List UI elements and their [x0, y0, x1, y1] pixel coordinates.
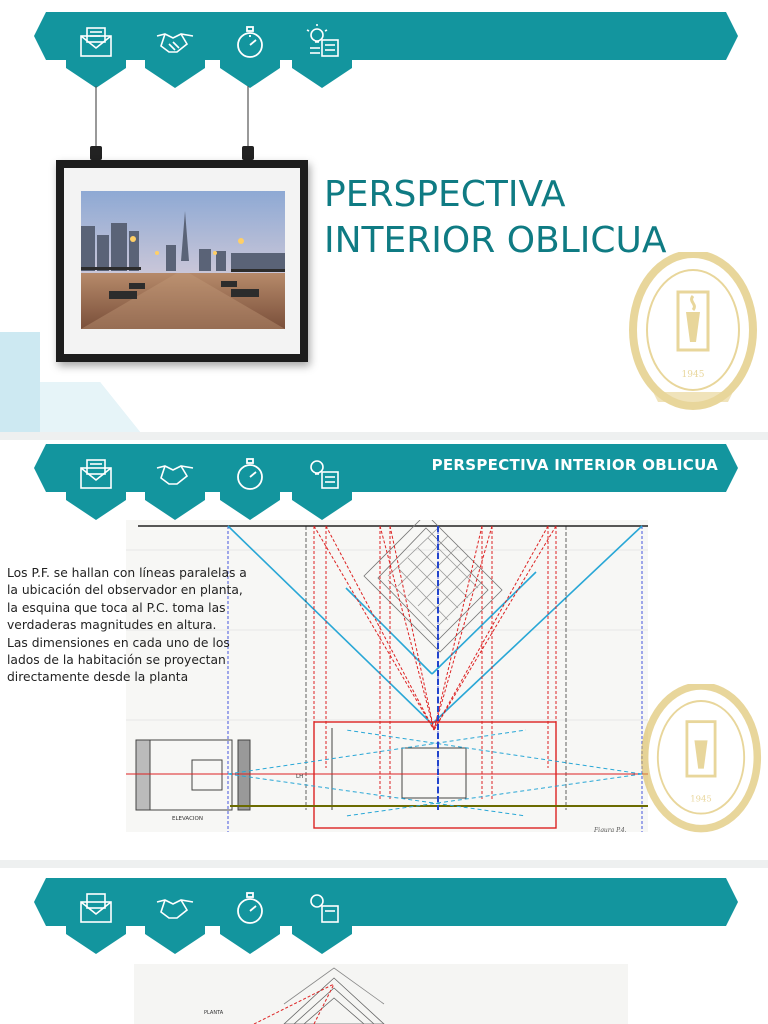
idea-checklist-icon [302, 454, 342, 494]
slide-title [0, 0, 768, 432]
seal-year: 1945 [690, 793, 712, 804]
stopwatch-icon [230, 888, 270, 928]
plan-label: PLANTA [204, 1010, 224, 1016]
hanging-wires [0, 0, 400, 180]
header-title: PERSPECTIVA INTERIOR OBLICUA [431, 456, 718, 474]
slide-plan [0, 868, 768, 1024]
elevation-label: ELEVACION [172, 816, 203, 822]
header-ribbon [34, 878, 738, 926]
title-line-1: PERSPECTIVA [324, 174, 566, 215]
lh-label: LH [296, 774, 304, 780]
slide-separator [0, 432, 768, 440]
envelope-icon [76, 454, 116, 494]
handshake-icon [155, 454, 195, 494]
tab-stopwatch[interactable] [220, 878, 280, 950]
envelope-icon [76, 888, 116, 928]
header-ribbon [34, 444, 738, 492]
tab-idea[interactable] [292, 444, 352, 516]
stopwatch-icon [230, 454, 270, 494]
tab-envelope[interactable] [66, 444, 126, 516]
slide-separator [0, 860, 768, 868]
explanation-text: Los P.F. se hallan con líneas paralelas a la ubicación del observador en planta, la esquina que toca al P.C. toma las verdaderas magnitudes en altura. Las dimensiones en cada uno de los lados de la habitación se proyectan directamente desde la planta [7, 566, 247, 685]
pier-photo [81, 191, 285, 329]
tab-envelope[interactable] [66, 878, 126, 950]
plan-drawing [134, 964, 628, 1024]
decor-shape [0, 332, 140, 432]
tab-idea[interactable] [292, 878, 352, 950]
idea-checklist-icon [302, 888, 342, 928]
ribbon-shape [34, 878, 738, 926]
tab-handshake[interactable] [145, 444, 205, 516]
slide-explanation [0, 440, 768, 860]
figure-label: Figura P.4. [594, 827, 627, 832]
university-seal [628, 252, 758, 418]
title-line-2: INTERIOR OBLICUA [324, 220, 667, 261]
tab-stopwatch[interactable] [220, 444, 280, 516]
seal-year: 1945 [681, 370, 705, 380]
university-seal [640, 684, 762, 840]
slide-title-text [324, 172, 667, 264]
tab-handshake[interactable] [145, 878, 205, 950]
handshake-icon [155, 888, 195, 928]
